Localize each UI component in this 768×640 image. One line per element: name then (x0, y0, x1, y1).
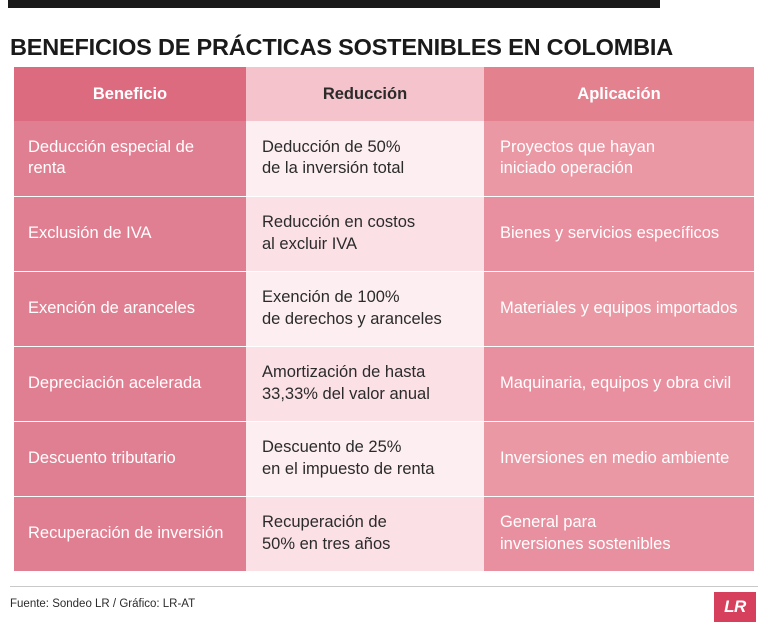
table-row (14, 496, 754, 571)
table-body (14, 121, 754, 571)
cell-reduction (246, 121, 484, 196)
cell-reduction-line-2: al excluir IVA (262, 234, 358, 253)
cell-application (484, 496, 754, 571)
cell-application-line-1: Maquinaria, equipos y obra civil (500, 373, 732, 392)
footer-divider (10, 586, 758, 587)
cell-application-line-1: Bienes y servicios específicos (500, 223, 720, 242)
column-header-reduction: Reducción (246, 67, 484, 121)
cell-benefit: Exención de aranceles (14, 271, 246, 346)
cell-reduction (246, 346, 484, 421)
cell-application-line-2: inversiones sostenibles (500, 534, 671, 553)
cell-reduction-line-2: en el impuesto de renta (262, 459, 435, 478)
cell-application-line-2: iniciado operación (500, 159, 634, 178)
cell-benefit: Depreciación acelerada (14, 346, 246, 421)
cell-application-line-1: General para (500, 513, 597, 532)
cell-benefit: Descuento tributario (14, 421, 246, 496)
table-header-row (14, 67, 754, 121)
source-note: Fuente: Sondeo LR / Gráfico: LR-AT (10, 598, 196, 610)
table-row (14, 121, 754, 196)
cell-reduction-line-1: Descuento de 25% (262, 438, 402, 457)
cell-reduction-line-2: de la inversión total (262, 159, 405, 178)
cell-reduction-line-2: 33,33% del valor anual (262, 384, 430, 403)
cell-application (484, 346, 754, 421)
cell-reduction-line-2: de derechos y aranceles (262, 309, 442, 328)
cell-benefit: Recuperación de inversión (14, 496, 246, 571)
cell-application (484, 196, 754, 271)
table-row (14, 271, 754, 346)
cell-application-line-1: Proyectos que hayan (500, 137, 656, 156)
cell-reduction-line-1: Exención de 100% (262, 288, 400, 307)
cell-application-line-1: Inversiones en medio ambiente (500, 448, 730, 467)
column-header-benefit: Beneficio (14, 67, 246, 121)
cell-reduction-line-1: Recuperación de (262, 513, 387, 532)
cell-benefit: Exclusión de IVA (14, 196, 246, 271)
table-row (14, 196, 754, 271)
cell-reduction-line-1: Amortización de hasta (262, 363, 426, 382)
cell-application (484, 421, 754, 496)
cell-reduction (246, 271, 484, 346)
table-row (14, 346, 754, 421)
cell-reduction (246, 496, 484, 571)
cell-reduction-line-2: 50% en tres años (262, 534, 391, 553)
top-rule (8, 0, 660, 8)
cell-application-line-1: Materiales y equipos importados (500, 298, 738, 317)
cell-application (484, 121, 754, 196)
cell-reduction-line-1: Reducción en costos (262, 213, 416, 232)
cell-application (484, 271, 754, 346)
cell-benefit: Deducción especial de renta (14, 121, 246, 196)
lr-logo: LR (714, 592, 756, 622)
table-header (14, 67, 754, 121)
page-title: BENEFICIOS DE PRÁCTICAS SOSTENIBLES EN COLOMBIA (10, 33, 674, 60)
cell-reduction-line-1: Deducción de 50% (262, 137, 401, 156)
column-header-application: Aplicación (484, 67, 754, 121)
cell-reduction (246, 196, 484, 271)
cell-reduction (246, 421, 484, 496)
table-row (14, 421, 754, 496)
benefits-table (14, 67, 754, 571)
